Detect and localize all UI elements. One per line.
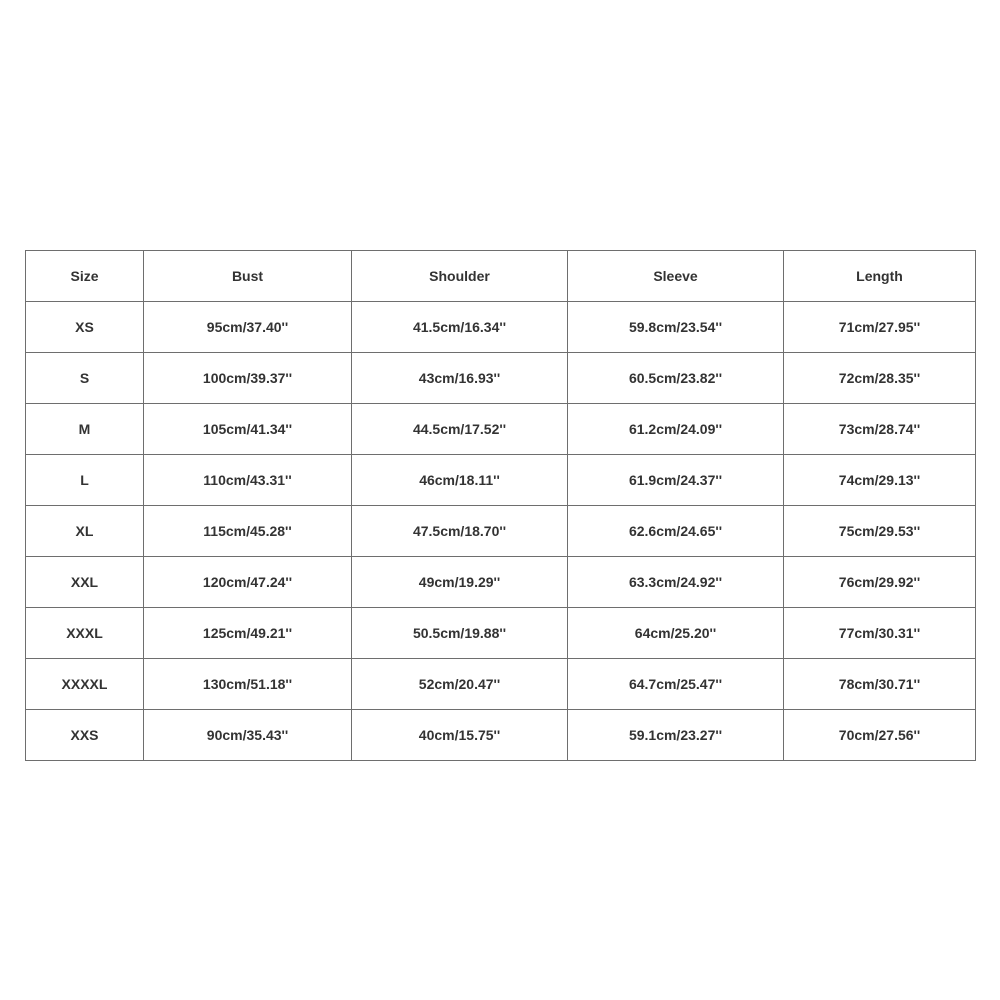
bust-cell: 130cm/51.18'' — [144, 659, 352, 710]
length-cell: 78cm/30.71'' — [784, 659, 976, 710]
shoulder-cell: 41.5cm/16.34'' — [352, 302, 568, 353]
length-cell: 76cm/29.92'' — [784, 557, 976, 608]
shoulder-cell: 49cm/19.29'' — [352, 557, 568, 608]
table-row — [26, 455, 976, 506]
header-length: Length — [784, 251, 976, 302]
length-cell: 74cm/29.13'' — [784, 455, 976, 506]
bust-cell: 125cm/49.21'' — [144, 608, 352, 659]
sleeve-cell: 64cm/25.20'' — [568, 608, 784, 659]
bust-cell: 110cm/43.31'' — [144, 455, 352, 506]
bust-cell: 90cm/35.43'' — [144, 710, 352, 761]
table-row — [26, 302, 976, 353]
table-row — [26, 557, 976, 608]
size-cell: XXXL — [26, 608, 144, 659]
table-row — [26, 353, 976, 404]
length-cell: 75cm/29.53'' — [784, 506, 976, 557]
size-chart-table — [25, 250, 976, 761]
header-shoulder: Shoulder — [352, 251, 568, 302]
sleeve-cell: 59.1cm/23.27'' — [568, 710, 784, 761]
size-cell: XL — [26, 506, 144, 557]
shoulder-cell: 44.5cm/17.52'' — [352, 404, 568, 455]
length-cell: 72cm/28.35'' — [784, 353, 976, 404]
table-row — [26, 506, 976, 557]
table-row — [26, 659, 976, 710]
sleeve-cell: 61.2cm/24.09'' — [568, 404, 784, 455]
size-cell: S — [26, 353, 144, 404]
sleeve-cell: 63.3cm/24.92'' — [568, 557, 784, 608]
sleeve-cell: 64.7cm/25.47'' — [568, 659, 784, 710]
shoulder-cell: 46cm/18.11'' — [352, 455, 568, 506]
size-cell: XS — [26, 302, 144, 353]
sleeve-cell: 59.8cm/23.54'' — [568, 302, 784, 353]
bust-cell: 105cm/41.34'' — [144, 404, 352, 455]
shoulder-cell: 47.5cm/18.70'' — [352, 506, 568, 557]
length-cell: 77cm/30.31'' — [784, 608, 976, 659]
bust-cell: 100cm/39.37'' — [144, 353, 352, 404]
table-row — [26, 608, 976, 659]
bust-cell: 95cm/37.40'' — [144, 302, 352, 353]
header-sleeve: Sleeve — [568, 251, 784, 302]
shoulder-cell: 43cm/16.93'' — [352, 353, 568, 404]
sleeve-cell: 62.6cm/24.65'' — [568, 506, 784, 557]
table-row — [26, 710, 976, 761]
length-cell: 71cm/27.95'' — [784, 302, 976, 353]
bust-cell: 120cm/47.24'' — [144, 557, 352, 608]
shoulder-cell: 40cm/15.75'' — [352, 710, 568, 761]
size-cell: XXXXL — [26, 659, 144, 710]
table-row — [26, 404, 976, 455]
length-cell: 70cm/27.56'' — [784, 710, 976, 761]
header-bust: Bust — [144, 251, 352, 302]
size-cell: L — [26, 455, 144, 506]
sleeve-cell: 61.9cm/24.37'' — [568, 455, 784, 506]
size-cell: XXS — [26, 710, 144, 761]
size-cell: XXL — [26, 557, 144, 608]
shoulder-cell: 50.5cm/19.88'' — [352, 608, 568, 659]
sleeve-cell: 60.5cm/23.82'' — [568, 353, 784, 404]
shoulder-cell: 52cm/20.47'' — [352, 659, 568, 710]
bust-cell: 115cm/45.28'' — [144, 506, 352, 557]
header-size: Size — [26, 251, 144, 302]
table-header-row — [26, 251, 976, 302]
size-cell: M — [26, 404, 144, 455]
length-cell: 73cm/28.74'' — [784, 404, 976, 455]
